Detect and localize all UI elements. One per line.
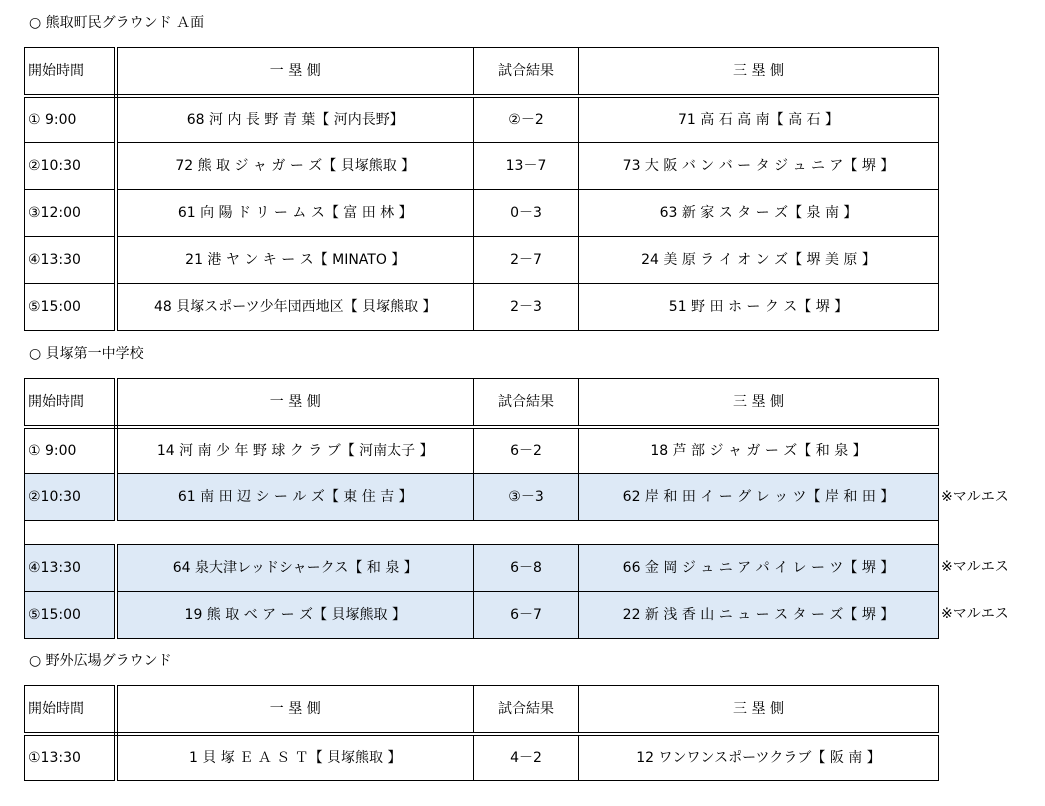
schedule-table-kaizuka-daiichi [24, 378, 939, 639]
table-row [25, 143, 939, 190]
header-time: 開始時間 [25, 48, 116, 96]
table-header-row [25, 686, 939, 734]
match-time: ②10:30 [25, 474, 116, 521]
table-row [25, 284, 939, 331]
match-result: 13－7 [474, 143, 579, 190]
blank-row [25, 521, 939, 545]
match-result: 0－3 [474, 190, 579, 237]
table-row [25, 592, 939, 639]
table-row [25, 237, 939, 284]
third-base-team: 63 新 家 ス タ ー ズ【 泉 南 】 [579, 190, 939, 237]
header-third-base: 三 塁 側 [579, 379, 939, 427]
header-result: 試合結果 [474, 686, 579, 734]
third-base-team: 51 野 田 ホ ー ク ス【 堺 】 [579, 284, 939, 331]
match-time: ① 9:00 [25, 96, 116, 143]
third-base-team: 66 金 岡 ジ ュ ニ ア パ イ レ ー ツ【 堺 】 [579, 545, 939, 592]
match-time: ③12:00 [25, 190, 116, 237]
header-third-base: 三 塁 側 [579, 686, 939, 734]
third-base-team: 62 岸 和 田 イ ー グ レ ッ ツ【 岸 和 田 】 [579, 474, 939, 521]
first-base-team: 21 港 ヤ ン キ ー ス【 MINATO 】 [116, 237, 474, 284]
row-note: ※マルエス [941, 489, 1009, 505]
third-base-team: 71 高 石 高 南【 高 石 】 [579, 96, 939, 143]
first-base-team: 72 熊 取 ジ ャ ガ ー ズ【 貝塚熊取 】 [116, 143, 474, 190]
table-row [25, 545, 939, 592]
first-base-team: 19 熊 取 ベ ア ー ズ【 貝塚熊取 】 [116, 592, 474, 639]
section-title-kumatori: ○ 熊取町民グラウンド Ａ面 [29, 15, 205, 31]
header-time: 開始時間 [25, 686, 116, 734]
schedule-table-kumatori [24, 47, 939, 331]
third-base-team: 22 新 浅 香 山 ニ ュ ー ス タ ー ズ【 堺 】 [579, 592, 939, 639]
header-time: 開始時間 [25, 379, 116, 427]
match-result: 4－2 [474, 734, 579, 781]
match-time: ④13:30 [25, 545, 116, 592]
header-first-base: 一 塁 側 [116, 379, 474, 427]
first-base-team: 68 河 内 長 野 青 葉【 河内長野】 [116, 96, 474, 143]
header-result: 試合結果 [474, 48, 579, 96]
match-result: 6－2 [474, 427, 579, 474]
header-third-base: 三 塁 側 [579, 48, 939, 96]
header-first-base: 一 塁 側 [116, 48, 474, 96]
third-base-team: 18 芦 部 ジ ャ ガ ー ズ【 和 泉 】 [579, 427, 939, 474]
match-result: 6－7 [474, 592, 579, 639]
first-base-team: 14 河 南 少 年 野 球 ク ラ ブ【 河南太子 】 [116, 427, 474, 474]
section-title-kaizuka-daiichi: ○ 貝塚第一中学校 [29, 346, 144, 362]
match-result: 2－7 [474, 237, 579, 284]
section-title-yagai-hiroba: ○ 野外広場グラウンド [29, 653, 172, 669]
third-base-team: 73 大 阪 バ ン バ ー タ ジ ュ ニ ア【 堺 】 [579, 143, 939, 190]
table-row [25, 96, 939, 143]
match-result: ②－2 [474, 96, 579, 143]
first-base-team: 61 向 陽 ド リ ー ム ス【 富 田 林 】 [116, 190, 474, 237]
match-time: ④13:30 [25, 237, 116, 284]
match-time: ① 9:00 [25, 427, 116, 474]
match-time: ①13:30 [25, 734, 116, 781]
table-row [25, 427, 939, 474]
match-time: ⑤15:00 [25, 284, 116, 331]
table-row [25, 474, 939, 521]
row-note: ※マルエス [941, 559, 1009, 575]
first-base-team: 1 貝 塚 Ｅ Ａ Ｓ Ｔ【 貝塚熊取 】 [116, 734, 474, 781]
match-time: ⑤15:00 [25, 592, 116, 639]
schedule-table-yagai-hiroba [24, 685, 939, 781]
header-result: 試合結果 [474, 379, 579, 427]
blank-cell [25, 521, 939, 545]
row-note: ※マルエス [941, 606, 1009, 622]
third-base-team: 24 美 原 ラ イ オ ン ズ【 堺 美 原 】 [579, 237, 939, 284]
table-row [25, 190, 939, 237]
table-row [25, 734, 939, 781]
match-result: 6－8 [474, 545, 579, 592]
first-base-team: 64 泉大津レッドシャークス【 和 泉 】 [116, 545, 474, 592]
first-base-team: 61 南 田 辺 シ ー ル ズ【 東 住 吉 】 [116, 474, 474, 521]
header-first-base: 一 塁 側 [116, 686, 474, 734]
match-result: 2－3 [474, 284, 579, 331]
first-base-team: 48 貝塚スポーツ少年団西地区【 貝塚熊取 】 [116, 284, 474, 331]
match-time: ②10:30 [25, 143, 116, 190]
third-base-team: 12 ワンワンスポーツクラブ【 阪 南 】 [579, 734, 939, 781]
table-header-row [25, 379, 939, 427]
table-header-row [25, 48, 939, 96]
match-result: ③－3 [474, 474, 579, 521]
